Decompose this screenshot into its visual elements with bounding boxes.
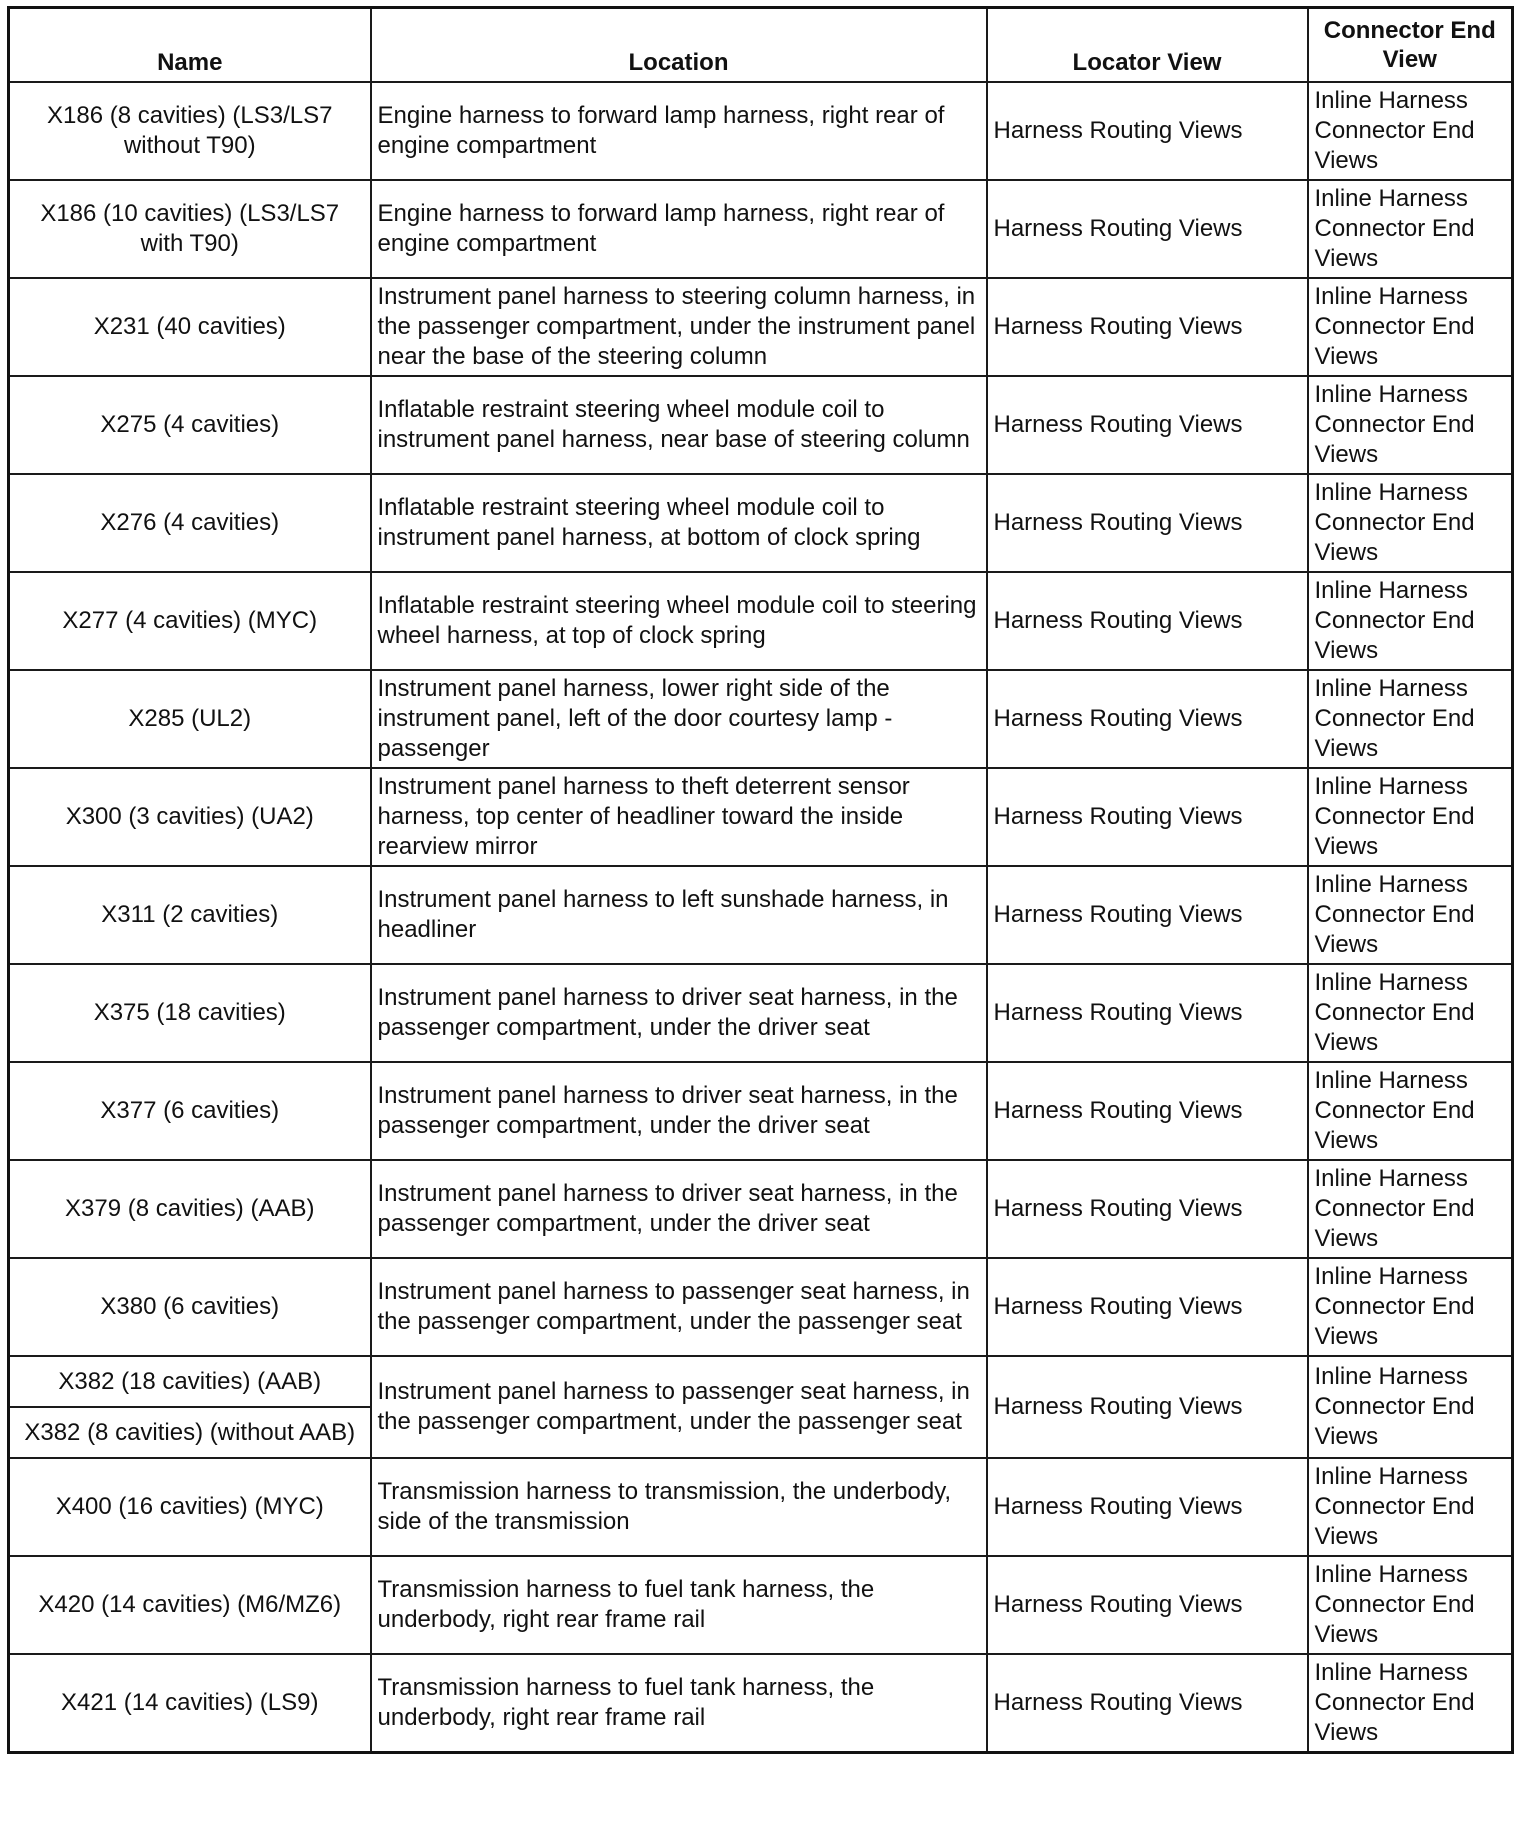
cell-location: Instrument panel harness to left sunshade harness, in headliner	[371, 866, 987, 964]
cell-connector-end-view: Inline Harness Connector End Views	[1308, 768, 1513, 866]
table-row	[9, 1160, 1513, 1258]
table-row	[9, 670, 1513, 768]
cell-connector-end-view: Inline Harness Connector End Views	[1308, 866, 1513, 964]
cell-name: X186 (10 cavities) (LS3/LS7 with T90)	[9, 180, 371, 278]
table-row	[9, 866, 1513, 964]
cell-locator-view: Harness Routing Views	[987, 964, 1308, 1062]
cell-connector-end-view: Inline Harness Connector End Views	[1308, 1356, 1513, 1458]
cell-locator-view: Harness Routing Views	[987, 1458, 1308, 1556]
cell-locator-view: Harness Routing Views	[987, 1356, 1308, 1458]
cell-name: X285 (UL2)	[9, 670, 371, 768]
cell-locator-view: Harness Routing Views	[987, 670, 1308, 768]
table-row	[9, 964, 1513, 1062]
cell-location: Inflatable restraint steering wheel module coil to instrument panel harness, near base of steering column	[371, 376, 987, 474]
table-row	[9, 180, 1513, 278]
table-row	[9, 1356, 1513, 1407]
cell-location: Instrument panel harness to passenger seat harness, in the passenger compartment, under the passenger seat	[371, 1258, 987, 1356]
table-row	[9, 768, 1513, 866]
cell-location: Instrument panel harness to theft deterrent sensor harness, top center of headliner toward the inside rearview mirror	[371, 768, 987, 866]
cell-locator-view: Harness Routing Views	[987, 278, 1308, 376]
table-row	[9, 1556, 1513, 1654]
cell-connector-end-view: Inline Harness Connector End Views	[1308, 670, 1513, 768]
table-row	[9, 1062, 1513, 1160]
cell-location: Instrument panel harness to steering column harness, in the passenger compartment, under the instrument panel near the base of the steering column	[371, 278, 987, 376]
cell-name: X186 (8 cavities) (LS3/LS7 without T90)	[9, 82, 371, 180]
cell-location: Inflatable restraint steering wheel module coil to steering wheel harness, at top of clock spring	[371, 572, 987, 670]
table-row	[9, 376, 1513, 474]
cell-location: Instrument panel harness to driver seat harness, in the passenger compartment, under the driver seat	[371, 1160, 987, 1258]
cell-location: Instrument panel harness to passenger seat harness, in the passenger compartment, under the passenger seat	[371, 1356, 987, 1458]
cell-name: X382 (18 cavities) (AAB)	[9, 1356, 371, 1407]
cell-connector-end-view: Inline Harness Connector End Views	[1308, 964, 1513, 1062]
cell-locator-view: Harness Routing Views	[987, 572, 1308, 670]
cell-location: Transmission harness to transmission, the underbody, side of the transmission	[371, 1458, 987, 1556]
cell-location: Inflatable restraint steering wheel module coil to instrument panel harness, at bottom of clock spring	[371, 474, 987, 572]
cell-name: X300 (3 cavities) (UA2)	[9, 768, 371, 866]
table-row	[9, 1654, 1513, 1753]
document-page	[7, 6, 1511, 1754]
cell-connector-end-view: Inline Harness Connector End Views	[1308, 572, 1513, 670]
cell-locator-view: Harness Routing Views	[987, 768, 1308, 866]
cell-connector-end-view: Inline Harness Connector End Views	[1308, 1258, 1513, 1356]
cell-name: X379 (8 cavities) (AAB)	[9, 1160, 371, 1258]
cell-location: Instrument panel harness to driver seat harness, in the passenger compartment, under the driver seat	[371, 1062, 987, 1160]
cell-connector-end-view: Inline Harness Connector End Views	[1308, 180, 1513, 278]
cell-connector-end-view: Inline Harness Connector End Views	[1308, 1160, 1513, 1258]
cell-location: Engine harness to forward lamp harness, right rear of engine compartment	[371, 180, 987, 278]
cell-location: Transmission harness to fuel tank harness, the underbody, right rear frame rail	[371, 1654, 987, 1753]
cell-name: X377 (6 cavities)	[9, 1062, 371, 1160]
table-row	[9, 572, 1513, 670]
cell-locator-view: Harness Routing Views	[987, 1556, 1308, 1654]
cell-name: X275 (4 cavities)	[9, 376, 371, 474]
cell-location: Transmission harness to fuel tank harness, the underbody, right rear frame rail	[371, 1556, 987, 1654]
table-row	[9, 278, 1513, 376]
connector-table	[7, 6, 1514, 1754]
cell-connector-end-view: Inline Harness Connector End Views	[1308, 474, 1513, 572]
cell-name: X231 (40 cavities)	[9, 278, 371, 376]
cell-connector-end-view: Inline Harness Connector End Views	[1308, 1458, 1513, 1556]
cell-name: X276 (4 cavities)	[9, 474, 371, 572]
cell-connector-end-view: Inline Harness Connector End Views	[1308, 1062, 1513, 1160]
cell-locator-view: Harness Routing Views	[987, 474, 1308, 572]
header-row	[9, 8, 1513, 83]
cell-name: X382 (8 cavities) (without AAB)	[9, 1407, 371, 1458]
cell-name: X400 (16 cavities) (MYC)	[9, 1458, 371, 1556]
cell-connector-end-view: Inline Harness Connector End Views	[1308, 278, 1513, 376]
cell-locator-view: Harness Routing Views	[987, 1654, 1308, 1753]
cell-name: X311 (2 cavities)	[9, 866, 371, 964]
header-locator-view: Locator View	[987, 8, 1308, 83]
table-row	[9, 474, 1513, 572]
header-location: Location	[371, 8, 987, 83]
header-connector-end-view: Connector End View	[1308, 8, 1513, 83]
cell-connector-end-view: Inline Harness Connector End Views	[1308, 82, 1513, 180]
cell-locator-view: Harness Routing Views	[987, 1062, 1308, 1160]
table-row	[9, 1258, 1513, 1356]
cell-locator-view: Harness Routing Views	[987, 376, 1308, 474]
table-row	[9, 1458, 1513, 1556]
table-row	[9, 82, 1513, 180]
cell-name: X380 (6 cavities)	[9, 1258, 371, 1356]
cell-name: X375 (18 cavities)	[9, 964, 371, 1062]
cell-locator-view: Harness Routing Views	[987, 1258, 1308, 1356]
cell-name: X420 (14 cavities) (M6/MZ6)	[9, 1556, 371, 1654]
cell-name: X421 (14 cavities) (LS9)	[9, 1654, 371, 1753]
cell-location: Instrument panel harness, lower right side of the instrument panel, left of the door courtesy lamp - passenger	[371, 670, 987, 768]
cell-location: Engine harness to forward lamp harness, right rear of engine compartment	[371, 82, 987, 180]
cell-locator-view: Harness Routing Views	[987, 866, 1308, 964]
cell-name: X277 (4 cavities) (MYC)	[9, 572, 371, 670]
cell-locator-view: Harness Routing Views	[987, 180, 1308, 278]
cell-connector-end-view: Inline Harness Connector End Views	[1308, 376, 1513, 474]
header-name: Name	[9, 8, 371, 83]
cell-location: Instrument panel harness to driver seat harness, in the passenger compartment, under the driver seat	[371, 964, 987, 1062]
cell-locator-view: Harness Routing Views	[987, 82, 1308, 180]
cell-connector-end-view: Inline Harness Connector End Views	[1308, 1654, 1513, 1753]
cell-locator-view: Harness Routing Views	[987, 1160, 1308, 1258]
cell-connector-end-view: Inline Harness Connector End Views	[1308, 1556, 1513, 1654]
